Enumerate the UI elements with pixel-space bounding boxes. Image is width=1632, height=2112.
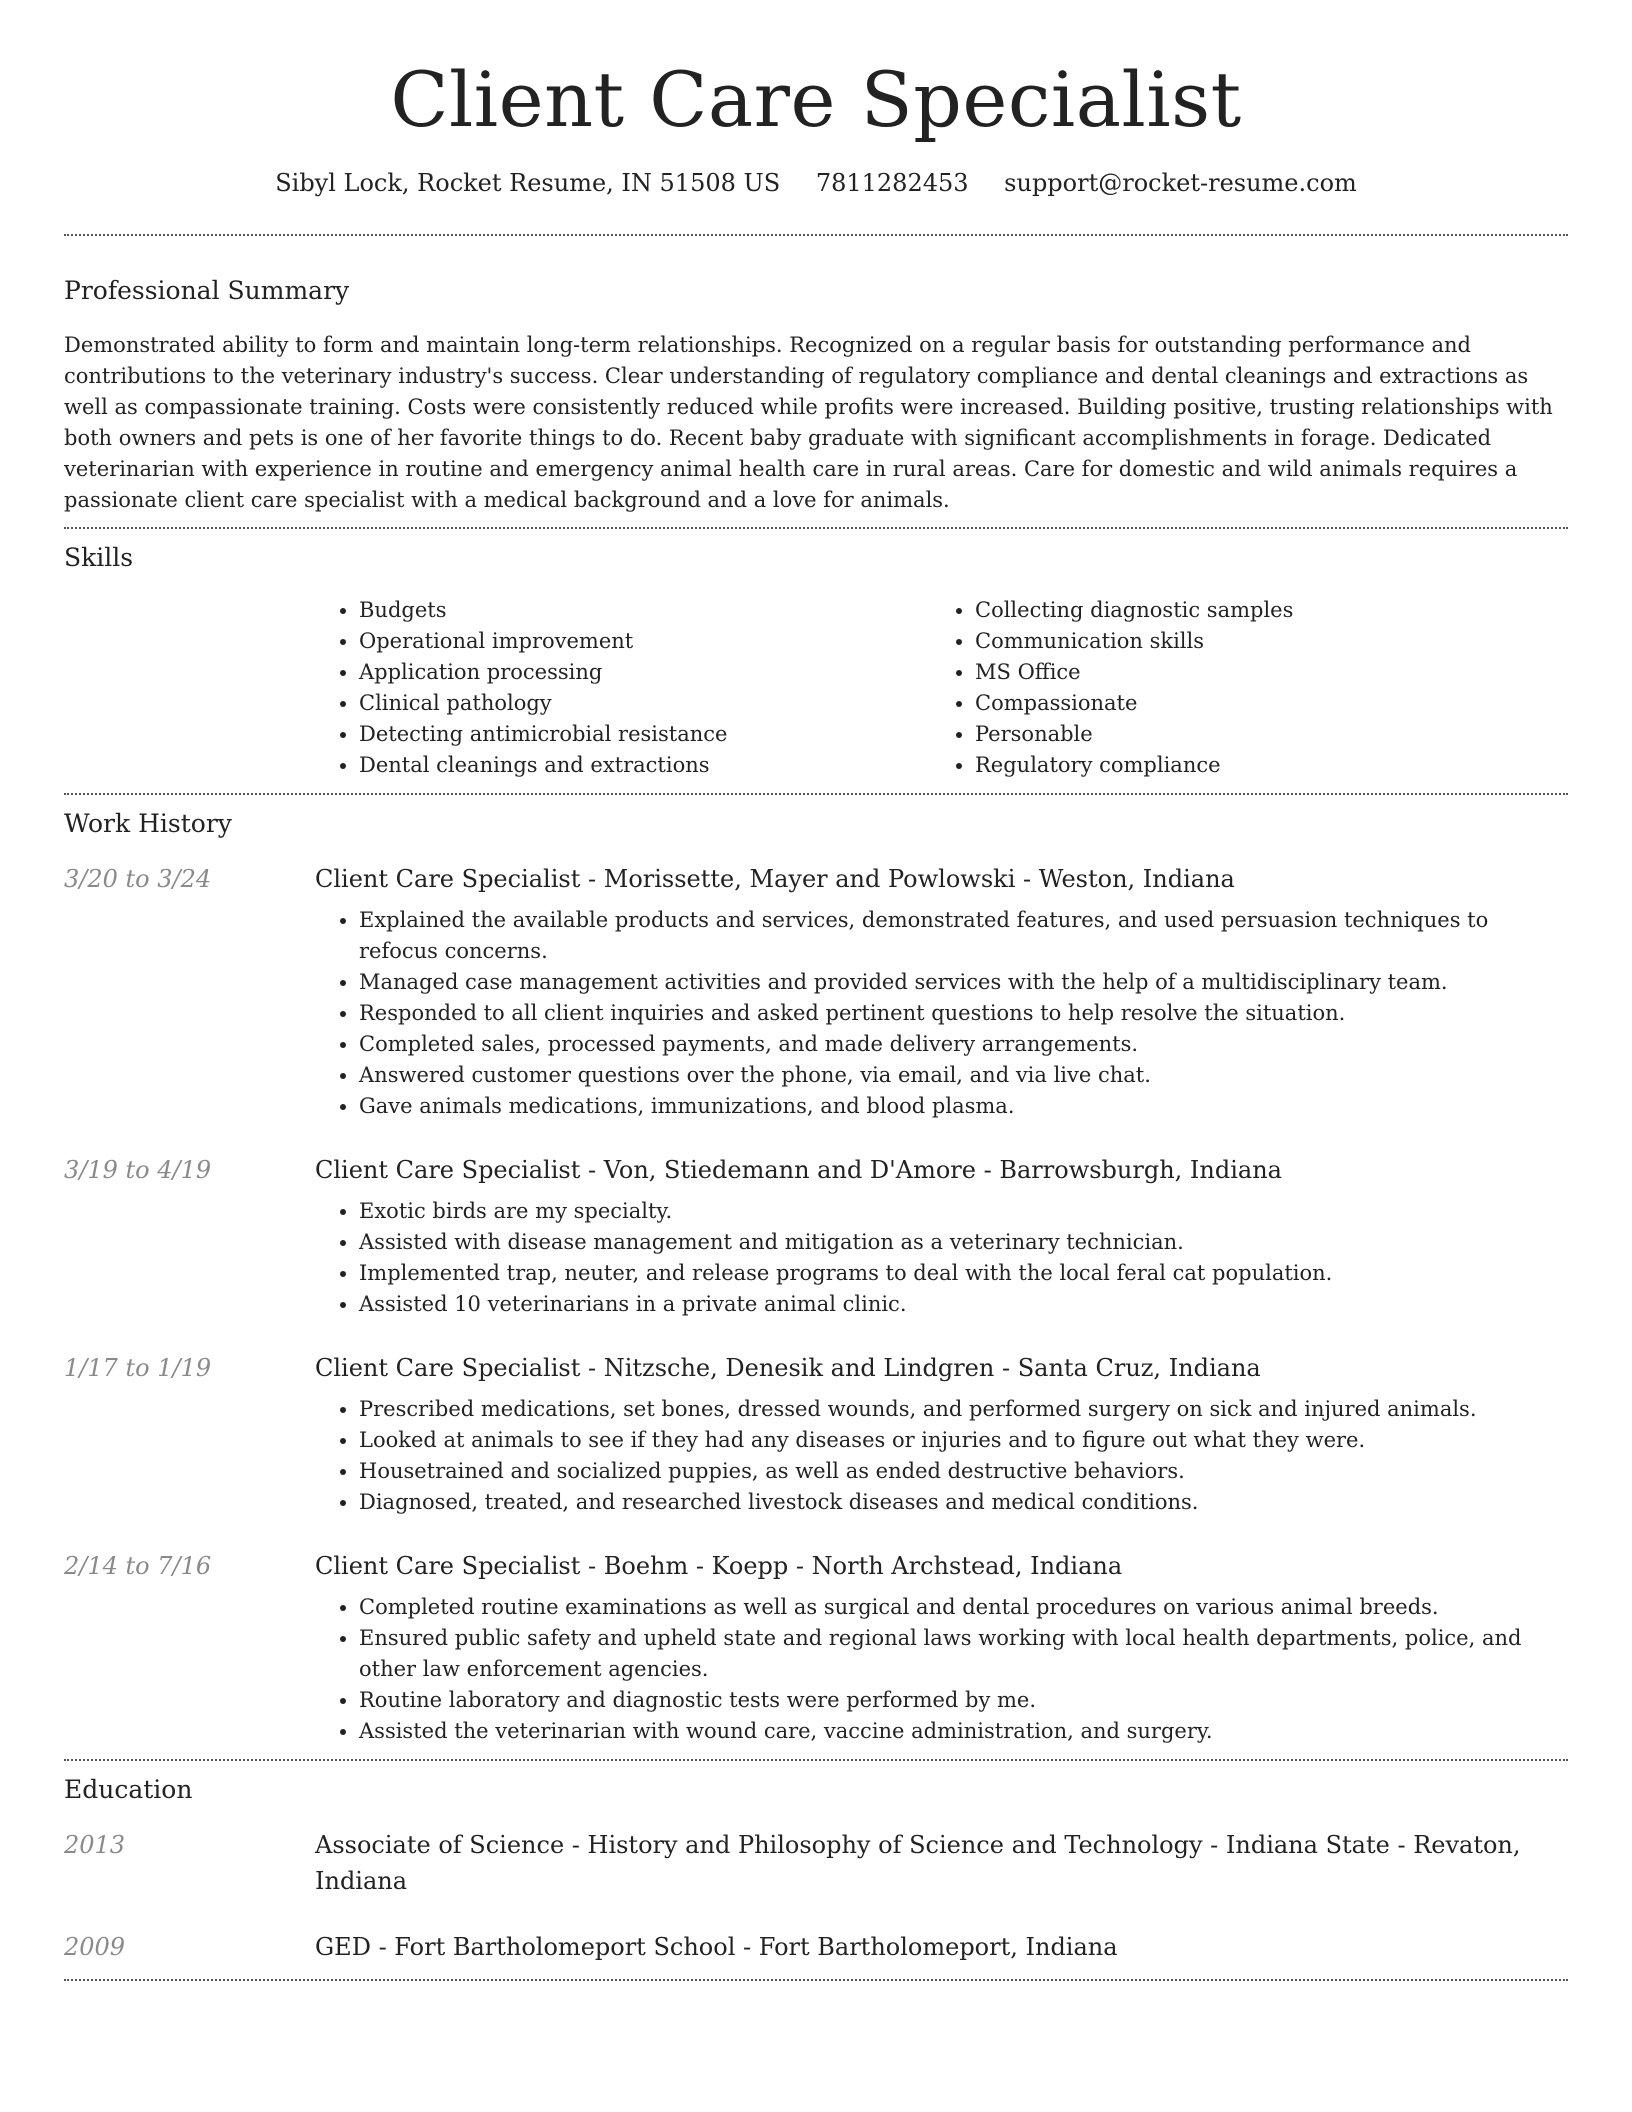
- skills-columns: [315, 595, 1568, 781]
- education-entry: [64, 1827, 1568, 1899]
- summary-section: [64, 274, 1568, 516]
- skills-section: [64, 541, 1568, 781]
- education-title: GED - Fort Bartholomeport School - Fort Bartholomeport, Indiana: [315, 1933, 1118, 1961]
- skill-item: • Detecting antimicrobial resistance: [359, 719, 931, 750]
- contact-line: [64, 166, 1568, 200]
- job-dates: 3/19 to 4/19: [64, 1156, 212, 1184]
- skill-item: • Clinical pathology: [359, 688, 931, 719]
- skill-item: • Compassionate: [975, 688, 1547, 719]
- skills-list-left: [315, 595, 931, 781]
- job-bullet: • Gave animals medications, immunizations, and blood plasma.: [359, 1091, 1568, 1122]
- job-bullets: [315, 1394, 1568, 1518]
- job-bullet: • Explained the available products and services, demonstrated features, and used persuasion techniques to refocus concerns.: [359, 905, 1568, 967]
- job-bullet: • Responded to all client inquiries and asked pertinent questions to help resolve the situation.: [359, 998, 1568, 1029]
- job-bullet: • Managed case management activities and provided services with the help of a multidisciplinary team.: [359, 967, 1568, 998]
- job-bullet: • Assisted with disease management and mitigation as a veterinary technician.: [359, 1227, 1568, 1258]
- education-title: Associate of Science - History and Philosophy of Science and Technology - Indiana State - Revaton, Indiana: [315, 1831, 1521, 1895]
- skill-item: • Application processing: [359, 657, 931, 688]
- job-entry: [64, 1350, 1568, 1518]
- skill-item: • Dental cleanings and extractions: [359, 750, 931, 781]
- skill-item: • Personable: [975, 719, 1547, 750]
- job-header-row: [64, 1548, 1568, 1584]
- divider: [64, 234, 1568, 236]
- job-title: Client Care Specialist - Nitzsche, Denesik and Lindgren - Santa Cruz, Indiana: [315, 1354, 1261, 1382]
- job-entry: [64, 1548, 1568, 1747]
- job-dates: 2/14 to 7/16: [64, 1552, 212, 1580]
- job-bullet: • Implemented trap, neuter, and release programs to deal with the local feral cat population.: [359, 1258, 1568, 1289]
- job-bullets: [315, 1592, 1568, 1747]
- education-list: [64, 1827, 1568, 1965]
- education-entry: [64, 1929, 1568, 1965]
- job-bullet: • Assisted the veterinarian with wound care, vaccine administration, and surgery.: [359, 1716, 1568, 1747]
- job-bullet: • Prescribed medications, set bones, dressed wounds, and performed surgery on sick and injured animals.: [359, 1394, 1568, 1425]
- job-header-row: [64, 1350, 1568, 1386]
- contact-phone: 7811282453: [815, 169, 969, 197]
- education-date: 2009: [64, 1933, 126, 1961]
- divider: [64, 793, 1568, 795]
- job-title: Client Care Specialist - Von, Stiedemann and D'Amore - Barrowsburgh, Indiana: [315, 1156, 1282, 1184]
- education-date: 2013: [64, 1831, 126, 1859]
- job-bullet: • Answered customer questions over the phone, via email, and via live chat.: [359, 1060, 1568, 1091]
- skill-item: • Budgets: [359, 595, 931, 626]
- page-title: Client Care Specialist: [390, 55, 1242, 144]
- job-bullet: • Ensured public safety and upheld state and regional laws working with local health departments, police, and other law enforcement agencies.: [359, 1623, 1568, 1685]
- work-section: [64, 807, 1568, 1747]
- job-bullets: [315, 905, 1568, 1122]
- skill-item: • MS Office: [975, 657, 1547, 688]
- section-title-summary: Professional Summary: [64, 276, 350, 305]
- skills-list-right: [931, 595, 1547, 781]
- job-dates: 3/20 to 3/24: [64, 865, 212, 893]
- section-title-education: Education: [64, 1775, 193, 1804]
- summary-text: Demonstrated ability to form and maintain long-term relationships. Recognized on a regular basis for outstanding performance and contributions to the veterinary industry's success. Clear understanding of regulatory compliance and dental cleanings and extractions as well as compassionate training. Costs were consistently reduced while profits were increased. Building positive, trusting relationships with both owners and pets is one of her favorite things to do. Recent baby graduate with significant accomplishments in forage. Dedicated veterinarian with experience in routine and emergency animal health care in rural areas. Care for domestic and wild animals requires a passionate client care specialist with a medical background and a love for animals.: [64, 333, 1553, 512]
- divider: [64, 1979, 1568, 1981]
- job-list: [64, 861, 1568, 1747]
- job-bullet: • Exotic birds are my specialty.: [359, 1196, 1568, 1227]
- section-title-skills: Skills: [64, 543, 134, 572]
- skill-item: • Collecting diagnostic samples: [975, 595, 1547, 626]
- job-title: Client Care Specialist - Morissette, Mayer and Powlowski - Weston, Indiana: [315, 865, 1235, 893]
- skill-item: • Regulatory compliance: [975, 750, 1547, 781]
- job-header-row: [64, 861, 1568, 897]
- contact-email: support@rocket-resume.com: [1004, 169, 1357, 197]
- job-title: Client Care Specialist - Boehm - Koepp - North Archstead, Indiana: [315, 1552, 1123, 1580]
- job-bullet: • Completed sales, processed payments, and made delivery arrangements.: [359, 1029, 1568, 1060]
- job-dates: 1/17 to 1/19: [64, 1354, 212, 1382]
- education-section: [64, 1773, 1568, 1965]
- job-bullets: [315, 1196, 1568, 1320]
- contact-address: Sibyl Lock, Rocket Resume, IN 51508 US: [275, 169, 781, 197]
- divider: [64, 527, 1568, 529]
- job-bullet: • Housetrained and socialized puppies, as well as ended destructive behaviors.: [359, 1456, 1568, 1487]
- job-bullet: • Assisted 10 veterinarians in a private animal clinic.: [359, 1289, 1568, 1320]
- job-header-row: [64, 1152, 1568, 1188]
- job-bullet: • Diagnosed, treated, and researched livestock diseases and medical conditions.: [359, 1487, 1568, 1518]
- job-bullet: • Routine laboratory and diagnostic tests were performed by me.: [359, 1685, 1568, 1716]
- job-entry: [64, 1152, 1568, 1320]
- section-title-work: Work History: [64, 809, 232, 838]
- skill-item: • Communication skills: [975, 626, 1547, 657]
- divider: [64, 1759, 1568, 1761]
- skill-item: • Operational improvement: [359, 626, 931, 657]
- job-bullet: • Completed routine examinations as well as surgical and dental procedures on various animal breeds.: [359, 1592, 1568, 1623]
- job-entry: [64, 861, 1568, 1122]
- job-bullet: • Looked at animals to see if they had any diseases or injuries and to figure out what they were.: [359, 1425, 1568, 1456]
